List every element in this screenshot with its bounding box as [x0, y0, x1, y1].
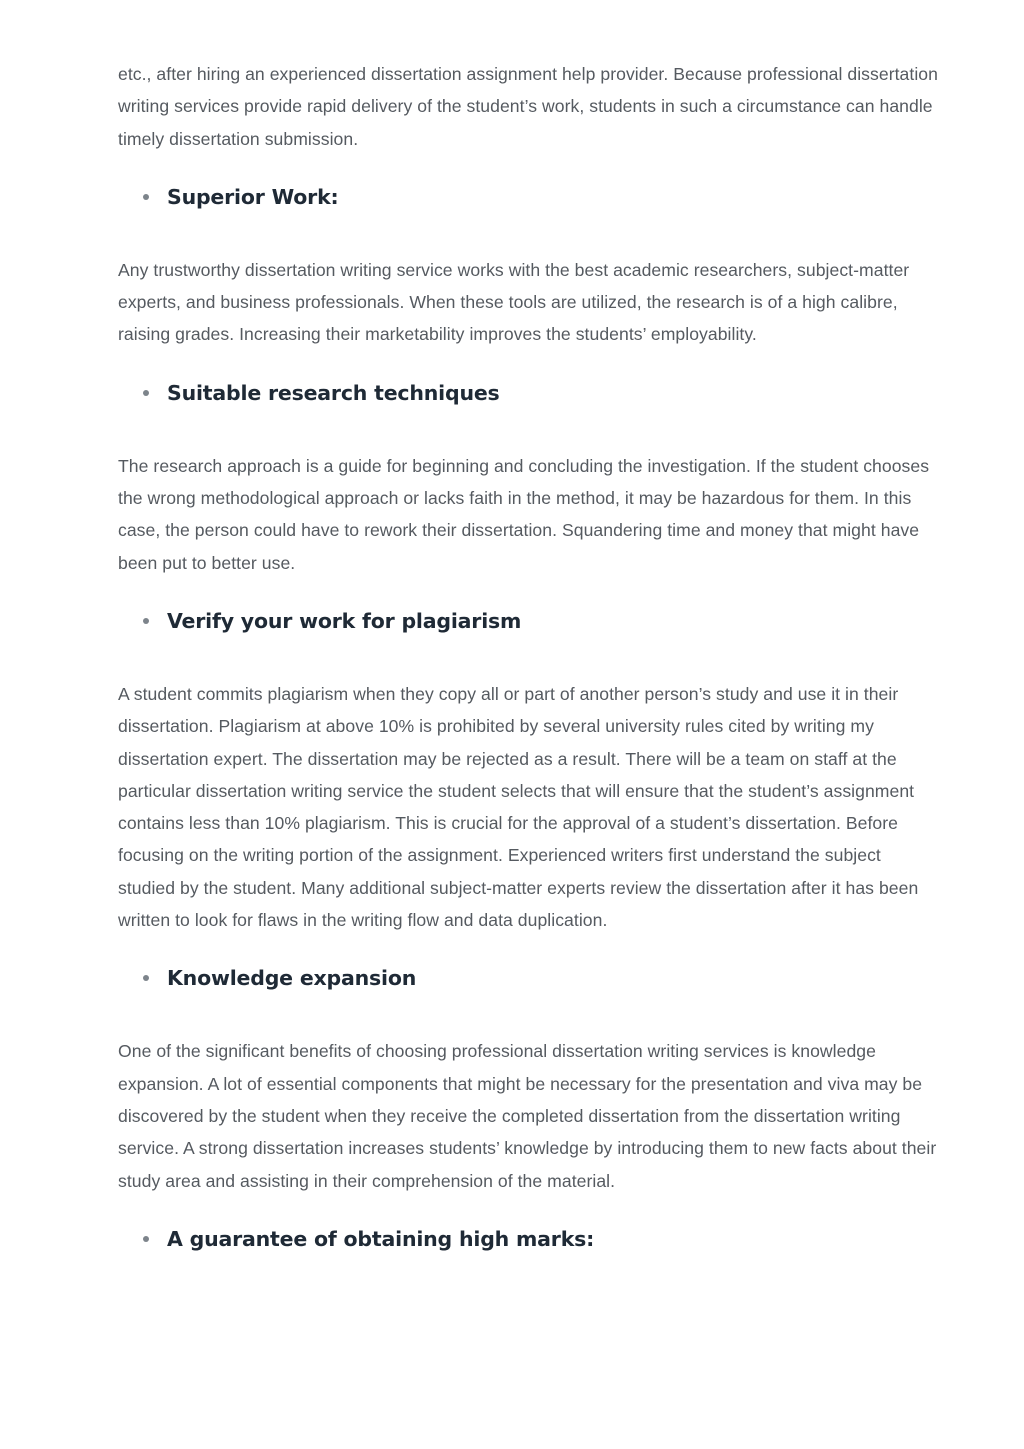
document-page [118, 58, 938, 1254]
heading-text: Suitable research techniques [167, 380, 500, 405]
bullet-icon [143, 618, 149, 624]
heading-text: Verify your work for plagiarism [167, 608, 522, 633]
plagiarism-paragraph: A student commits plagiarism when they copy all or part of another person’s study and use it in their dissertation. Plagiarism at above 10% is prohibited by several university rules cited by writing my dissertation expert. The dissertation may be rejected as a result. There will be a team on staff at the particular dissertation writing service the student selects that will ensure that the student’s assignment contains less than 10% plagiarism. This is crucial for the approval of a student’s dissertation. Before focusing on the writing portion of the assignment. Experienced writers first understand the subject studied by the student. Many additional subject-matter experts review the dissertation after it has been written to look for flaws in the writing flow and data duplication. [118, 683, 919, 931]
bullet-icon [143, 975, 149, 981]
section-heading-knowledge-expansion [118, 963, 938, 993]
section-heading-high-marks [118, 1224, 938, 1254]
research-techniques-paragraph: The research approach is a guide for beginning and concluding the investigation. If the student chooses the wrong methodological approach or lacks faith in the method, it may be hazardous for them. In this case, the person could have to rework their dissertation. Squandering time and money that might have been put to better use. [118, 455, 930, 573]
knowledge-expansion-paragraph: One of the significant benefits of choosing professional dissertation writing services is knowledge expansion. A lot of essential components that might be necessary for the presentation and viva may be discovered by the student when they receive the completed dissertation from the dissertation writing service. A strong dissertation increases students’ knowledge by introducing them to new facts about their study area and assisting in their comprehension of the material. [118, 1041, 937, 1191]
section-heading-plagiarism [118, 606, 938, 636]
superior-work-paragraph: Any trustworthy dissertation writing service works with the best academic researchers, subject-matter experts, and business professionals. When these tools are utilized, the research is of a high calibre, raising grades. Increasing their marketability improves the students’ employability. [118, 259, 910, 345]
bullet-icon [143, 390, 149, 396]
heading-text: A guarantee of obtaining high marks: [167, 1226, 595, 1251]
intro-paragraph: etc., after hiring an experienced dissertation assignment help provider. Because professional dissertation writing services provide rapid delivery of the student’s work, students in such a circumstance can handle timely dissertation submission. [118, 64, 938, 149]
bullet-icon [143, 194, 149, 200]
bullet-icon [143, 1236, 149, 1242]
heading-text: Superior Work: [167, 184, 339, 209]
heading-text: Knowledge expansion [167, 966, 417, 991]
section-heading-research-techniques [118, 378, 938, 408]
section-heading-superior-work [118, 182, 938, 212]
